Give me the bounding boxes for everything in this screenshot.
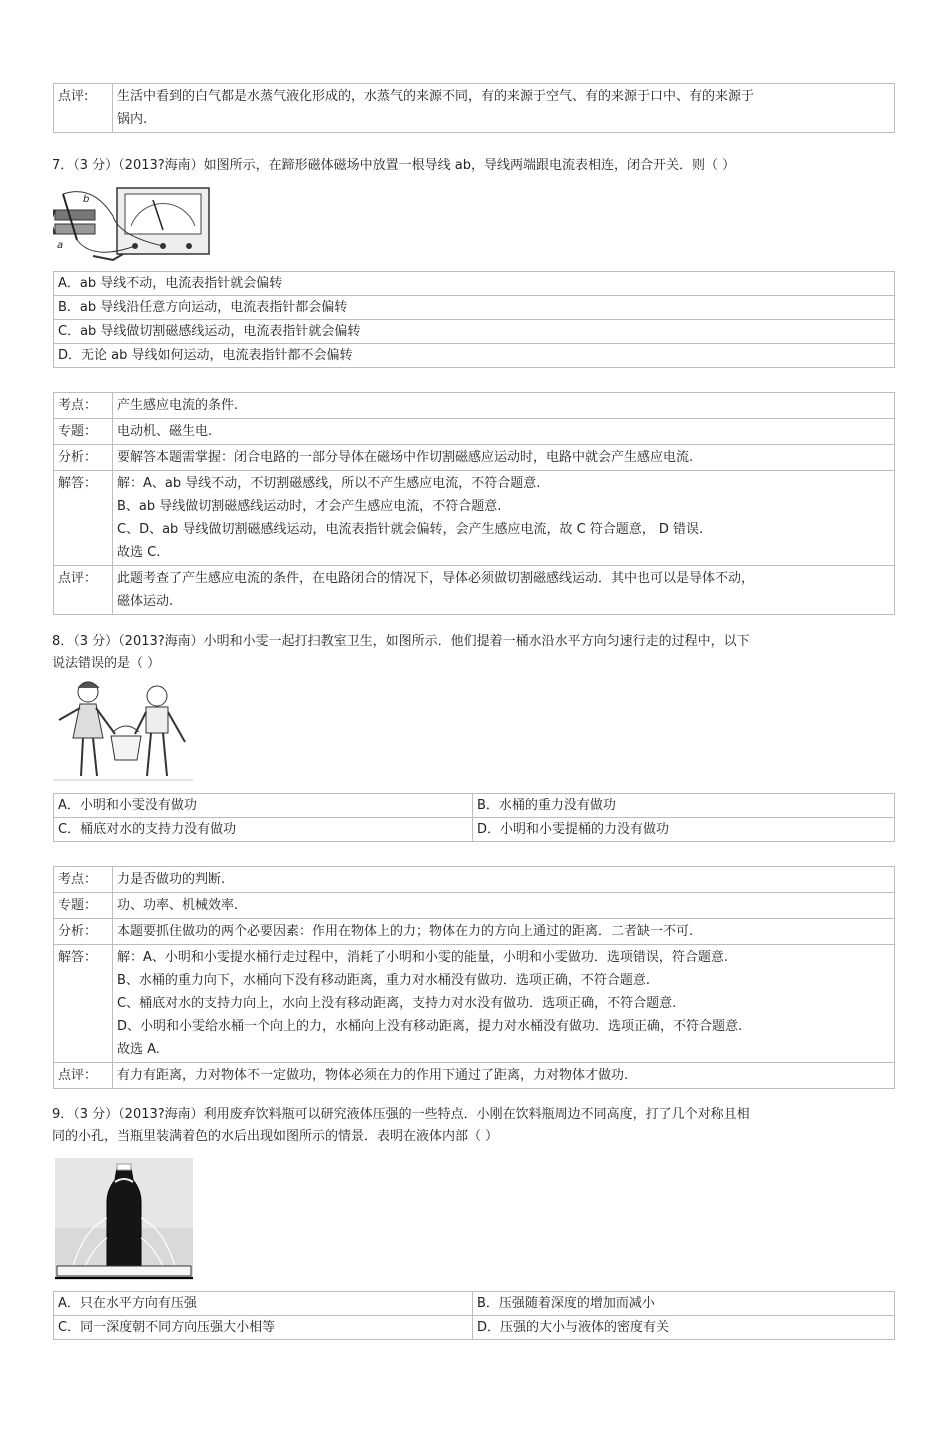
q7-kaodian-text: 产生感应电流的条件. [113,393,895,419]
q8-zhuanti-text: 功、功率、机械效率. [113,893,895,919]
q9-stem-line-1: 9．（3 分）（2013?海南）利用废弃饮料瓶可以研究液体压强的一些特点．小刚在饮料瓶周边不同高度，打了几个对称且相 [52,1107,750,1122]
q8-stem [52,631,750,675]
q9-option-d[interactable]: D．压强的大小与液体的密度有关 [473,1316,895,1340]
q8-jieda-label: 解答： [54,945,113,1063]
q7-option-c[interactable]: C．ab 导线做切割磁感线运动，电流表指针就会偏转 [54,320,895,344]
q7-zhuanti-text: 电动机、磁生电. [113,419,895,445]
q8-kaodian-text: 力是否做功的判断. [113,867,895,893]
q8-option-b[interactable]: B．水桶的重力没有做功 [473,794,895,818]
q8-jieda-line-5: 故选 A. [117,1042,160,1057]
q7-figure-label-a: a [57,240,64,251]
q7-figure [53,186,213,266]
q6-comment-content [113,84,895,133]
q7-jieda-line-2: B、ab 导线做切割磁感线运动时，才会产生感应电流，不符合题意. [117,499,502,514]
children-carrying-bucket-image [53,676,193,788]
q7-fenxi-text: 要解答本题需掌握：闭合电路的一部分导体在磁场中作切割磁感应运动时，电路中就会产生感应电流. [113,445,895,471]
q7-dianping-content [113,566,895,615]
q8-option-c[interactable]: C．桶底对水的支持力没有做功 [54,818,473,842]
q9-options-table [53,1291,895,1340]
q9-option-b[interactable]: B．压强随着深度的增加而减小 [473,1292,895,1316]
q9-stem-line-2: 同的小孔，当瓶里装满着色的水后出现如图所示的情景．表明在液体内部（ ） [52,1129,499,1144]
q8-zhuanti-label: 专题： [54,893,113,919]
q8-fenxi-text: 本题要抓住做功的两个必要因素：作用在物体上的力；物体在力的方向上通过的距离．二者缺一不可. [113,919,895,945]
q9-stem [52,1104,750,1148]
q8-jieda-content [113,945,895,1063]
q6-comment-line-2: 锅内. [117,112,148,127]
q8-dianping-label: 点评： [54,1063,113,1089]
q7-option-d[interactable]: D．无论 ab 导线如何运动，电流表指针都不会偏转 [54,344,895,368]
q8-stem-line-1: 8．（3 分）（2013?海南）小明和小雯一起打扫教室卫生，如图所示．他们提着一桶水沿水平方向匀速行走的过程中，以下 [52,634,750,649]
q7-option-a[interactable]: A．ab 导线不动，电流表指针就会偏转 [54,272,895,296]
q7-stem: 7．（3 分）（2013?海南）如图所示，在蹄形磁体磁场中放置一根导线 ab，导线两端跟电流表相连，闭合开关．则（ ） [52,158,736,173]
q7-jieda-line-1: 解：A、ab 导线不动，不切割磁感线，所以不产生感应电流，不符合题意. [117,476,541,491]
q8-jieda-line-3: C、桶底对水的支持力向上，水向上没有移动距离，支持力对水没有做功．选项正确，不符合题意. [117,996,677,1011]
q9-option-c[interactable]: C．同一深度朝不同方向压强大小相等 [54,1316,473,1340]
q7-fenxi-label: 分析： [54,445,113,471]
q7-jieda-line-3: C、D、ab 导线做切割磁感线运动，电流表指针就会偏转，会产生感应电流，故 C 符合题意， D 错误. [117,522,704,537]
q7-jieda-content [113,471,895,566]
q8-jieda-line-4: D、小明和小雯给水桶一个向上的力，水桶向上没有移动距离，提力对水桶没有做功．选项正确，不符合题意. [117,1019,743,1034]
q7-zhuanti-label: 专题： [54,419,113,445]
q8-option-a[interactable]: A．小明和小雯没有做功 [54,794,473,818]
q7-dianping-label: 点评： [54,566,113,615]
q7-jieda-label: 解答： [54,471,113,566]
q7-figure-label-b: b [83,194,90,205]
q7-jieda-line-4: 故选 C. [117,545,161,560]
q7-analysis-table [53,392,895,615]
q8-fenxi-label: 分析： [54,919,113,945]
q6-comment-line-1: 生活中看到的白气都是水蒸气液化形成的，水蒸气的来源不同，有的来源于空气、有的来源于口中、有的来源于 [117,89,755,104]
q8-options-table [53,793,895,842]
q8-jieda-line-2: B、水桶的重力向下，水桶向下没有移动距离，重力对水桶没有做功．选项正确，不符合题意. [117,973,651,988]
q8-jieda-line-1: 解：A、小明和小雯提水桶行走过程中，消耗了小明和小雯的能量，小明和小雯做功．选项错误，符合题意. [117,950,729,965]
q6-comment-table [53,83,895,133]
q8-kaodian-label: 考点： [54,867,113,893]
bottle-water-jets-image [55,1158,193,1280]
q7-dianping-line-2: 磁体运动. [117,594,174,609]
q7-dianping-line-1: 此题考查了产生感应电流的条件，在电路闭合的情况下，导体必须做切割磁感线运动．其中也可以是导体不动， [117,571,755,586]
q8-stem-line-2: 说法错误的是（ ） [52,656,161,671]
q9-option-a[interactable]: A．只在水平方向有压强 [54,1292,473,1316]
q9-figure [55,1158,193,1280]
q7-options-table [53,271,895,368]
q7-kaodian-label: 考点： [54,393,113,419]
q7-option-b[interactable]: B．ab 导线沿任意方向运动，电流表指针都会偏转 [54,296,895,320]
q8-option-d[interactable]: D．小明和小雯提桶的力没有做功 [473,818,895,842]
q8-figure [53,676,193,788]
galvanometer-circuit-image [53,186,213,266]
q8-dianping-line-1: 有力有距离，力对物体不一定做功，物体必须在力的作用下通过了距离，力对物体才做功. [113,1063,895,1089]
q6-comment-label: 点评: [54,84,113,133]
q8-analysis-table [53,866,895,1089]
